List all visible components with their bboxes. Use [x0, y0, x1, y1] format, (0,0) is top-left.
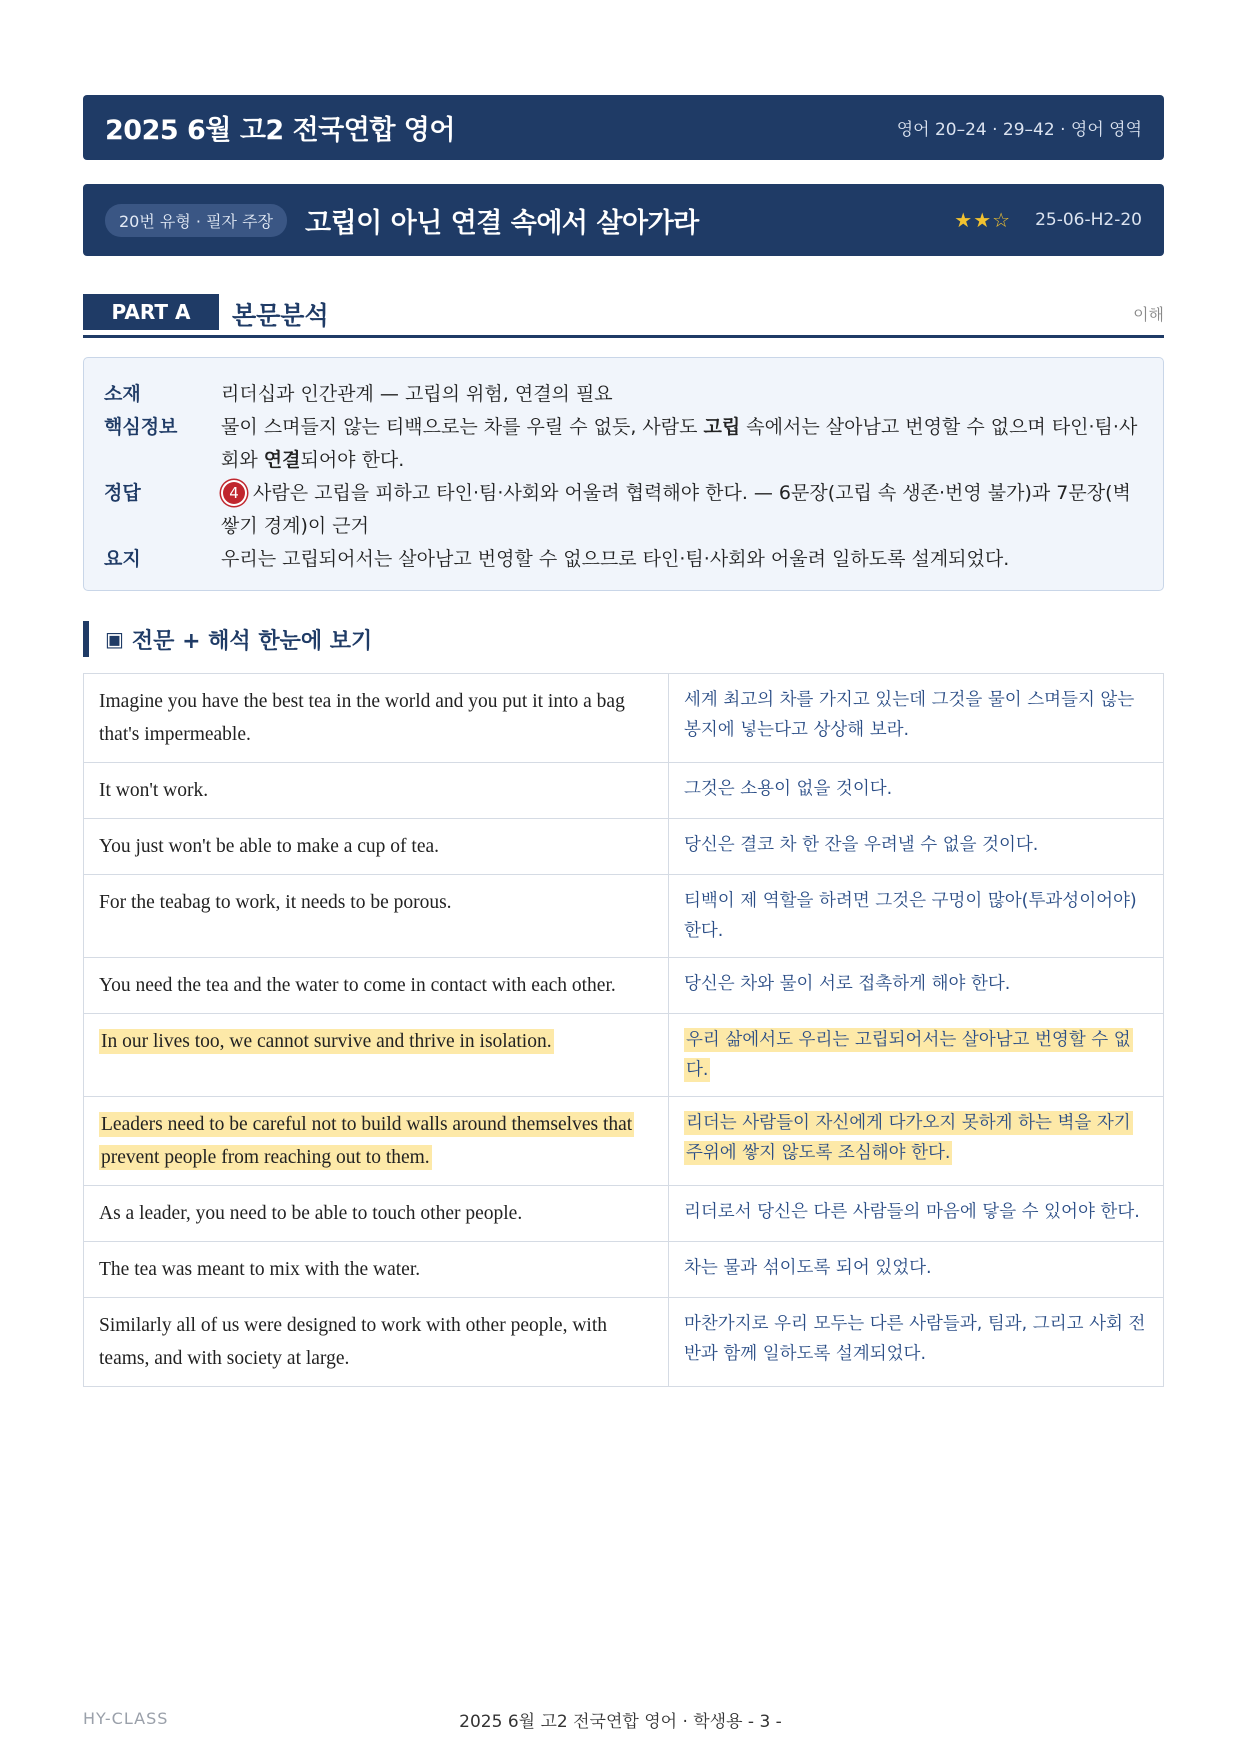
english-cell	[84, 875, 669, 958]
table-row	[84, 763, 1164, 819]
info-value	[221, 411, 1145, 477]
korean-cell	[669, 1186, 1164, 1242]
english-cell	[84, 1242, 669, 1298]
english-cell	[84, 1097, 669, 1186]
korean-translation-highlight: 리더는 사람들이 자신에게 다가오지 못하게 하는 벽을 자기 주위에 쌓지 않도록 조심해야 한다.	[686, 1113, 1131, 1163]
korean-translation: 차는 물과 섞이도록 되어 있었다.	[684, 1258, 932, 1278]
info-value: 우리는 고립되어서는 살아남고 번영할 수 없으므로 타인·팀·사회와 어울려 일하도록 설계되었다.	[221, 548, 1010, 570]
answer-text: 사람은 고립을 피하고 타인·팀·사회와 어울려 협력해야 한다. — 6문장(고립 속 생존·번영 불가)과 7문장(벽 쌓기 경계)이 근거	[221, 482, 1131, 537]
table-row	[84, 1298, 1164, 1387]
korean-translation: 당신은 결코 차 한 잔을 우려낼 수 없을 것이다.	[684, 835, 1039, 855]
korean-cell	[669, 1014, 1164, 1097]
english-sentence-highlight: Leaders need to be careful not to build walls around themselves that prevent people from reaching out to them.	[101, 1114, 633, 1168]
info-key: 소재	[104, 383, 141, 405]
english-sentence-highlight: In our lives too, we cannot survive and thrive in isolation.	[101, 1031, 552, 1052]
question-code: 25-06-H2-20	[1035, 210, 1142, 230]
part-tag: 이해	[1133, 305, 1164, 324]
korean-cell	[669, 958, 1164, 1014]
table-row-highlighted	[84, 1097, 1164, 1186]
english-cell	[84, 1186, 669, 1242]
english-sentence: For the teabag to work, it needs to be porous.	[99, 892, 452, 913]
answer-number-icon: 4	[221, 480, 247, 506]
table-row	[84, 1186, 1164, 1242]
section-title-text: 전문 + 해석 한눈에 보기	[131, 628, 373, 654]
info-row-topic	[104, 378, 1145, 411]
english-cell	[84, 674, 669, 763]
english-sentence: You just won't be able to make a cup of tea.	[99, 836, 440, 857]
korean-cell	[669, 819, 1164, 875]
question-header	[83, 184, 1164, 256]
exam-header	[83, 95, 1164, 160]
part-badge: PART A	[83, 294, 219, 330]
korean-translation: 티백이 제 역할을 하려면 그것은 구멍이 많아(투과성이어야) 한다.	[684, 891, 1137, 941]
part-a-header	[83, 294, 1164, 338]
core-text: 되어야 한다.	[300, 449, 405, 471]
exam-title: 2025 6월 고2 전국연합 영어	[105, 115, 455, 146]
core-text: 속에서는 살아남고 번영할 수 없으며 타인·팀·사회와	[221, 416, 1138, 471]
english-sentence: You need the tea and the water to come in contact with each other.	[99, 975, 616, 996]
table-row	[84, 875, 1164, 958]
korean-cell	[669, 1242, 1164, 1298]
english-sentence: Imagine you have the best tea in the world and you put it into a bag that's impermeable.	[99, 691, 625, 745]
section-title	[83, 621, 683, 657]
table-row	[84, 958, 1164, 1014]
korean-translation: 마찬가지로 우리 모두는 다른 사람들과, 팀과, 그리고 사회 전반과 함께 일하도록 설계되었다.	[684, 1314, 1146, 1364]
korean-cell	[669, 763, 1164, 819]
english-cell	[84, 819, 669, 875]
korean-translation: 그것은 소용이 없을 것이다.	[684, 779, 893, 799]
info-key: 핵심정보	[104, 416, 178, 438]
core-text: 물이 스며들지 않는 티백으로는 차를 우릴 수 없듯, 사람도	[221, 416, 704, 438]
english-sentence: Similarly all of us were designed to work with other people, with teams, and with society at large.	[99, 1315, 607, 1369]
footer-page-info: 2025 6월 고2 전국연합 영어 · 학생용 - 3 -	[459, 1712, 782, 1732]
info-row-core	[104, 411, 1145, 477]
korean-translation: 리더로서 당신은 다른 사람들의 마음에 닿을 수 있어야 한다.	[684, 1202, 1140, 1222]
info-key: 정답	[104, 482, 141, 504]
table-row	[84, 819, 1164, 875]
korean-translation: 세계 최고의 차를 가지고 있는데 그것을 물이 스며들지 않는 봉지에 넣는다고 상상해 보라.	[684, 690, 1135, 740]
english-cell	[84, 1014, 669, 1097]
english-cell	[84, 1298, 669, 1387]
english-sentence: The tea was meant to mix with the water.	[99, 1259, 421, 1280]
korean-cell	[669, 1298, 1164, 1387]
table-row	[84, 1242, 1164, 1298]
footer-brand: HY-CLASS	[83, 1709, 169, 1728]
english-sentence: As a leader, you need to be able to touch other people.	[99, 1203, 523, 1224]
korean-translation: 당신은 차와 물이 서로 접촉하게 해야 한다.	[684, 974, 1011, 994]
sentence-table	[83, 673, 1164, 1387]
info-key: 요지	[104, 548, 141, 570]
core-keyword: 고립	[703, 416, 741, 438]
korean-cell	[669, 674, 1164, 763]
exam-range: 영어 20–24 · 29–42 · 영어 영역	[896, 120, 1142, 140]
core-keyword: 연결	[263, 449, 301, 471]
square-bullet-icon: ▣	[105, 627, 124, 651]
info-row-gist	[104, 543, 1145, 576]
info-value	[221, 477, 1145, 543]
info-row-answer	[104, 477, 1145, 543]
part-title: 본문분석	[232, 301, 329, 330]
korean-cell	[669, 875, 1164, 958]
table-row	[84, 674, 1164, 763]
info-value: 리더십과 인간관계 — 고립의 위험, 연결의 필요	[221, 383, 613, 405]
question-type-pill: 20번 유형 · 필자 주장	[105, 204, 287, 237]
english-sentence: It won't work.	[99, 780, 209, 801]
korean-cell	[669, 1097, 1164, 1186]
difficulty-stars: ★★☆	[954, 208, 1012, 232]
question-title: 고립이 아닌 연결 속에서 살아가라	[304, 207, 699, 239]
analysis-box	[83, 357, 1164, 591]
korean-translation-highlight: 우리 삶에서도 우리는 고립되어서는 살아남고 번영할 수 없다.	[686, 1030, 1131, 1080]
english-cell	[84, 958, 669, 1014]
table-row-highlighted	[84, 1014, 1164, 1097]
english-cell	[84, 763, 669, 819]
